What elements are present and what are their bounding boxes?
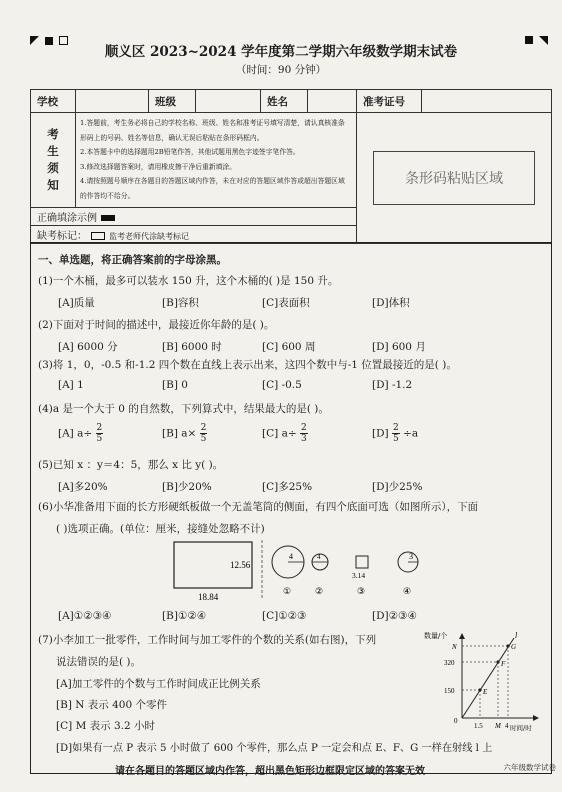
barcode-cell	[357, 113, 552, 244]
q5-option-a[interactable]: [A]多20%	[58, 481, 108, 493]
notice-line: 1.答题前，考生务必将自己的学校名称、班级、姓名和准考证号填写清楚，请认真核准条	[80, 119, 345, 127]
q2-option-d[interactable]: [D] 600 月	[372, 341, 426, 353]
point-f-label: F	[501, 660, 506, 668]
q4-option-a-letter: [A]	[58, 427, 74, 440]
notice-line: 3.修改选择题答案时，请用橡皮擦干净后重新填涂。	[80, 162, 237, 171]
missing-mark-row	[31, 225, 357, 243]
y-tick-150: 150	[444, 687, 455, 695]
filled-mark-icon	[101, 215, 115, 221]
y-tick-n: N	[452, 643, 457, 651]
class-label: 班级	[149, 90, 196, 113]
point-f	[496, 660, 499, 663]
x-tick-1-5: 1.5	[474, 722, 483, 730]
exam-time: （时间：90 分钟）	[235, 64, 327, 76]
name-label: 姓名	[261, 90, 308, 113]
missing-note: 监考老师代涂缺考标记	[109, 231, 189, 241]
q1-stem: (1)一个木桶，最多可以装水 150 升，这个木桶的( )是 150 升。	[38, 275, 339, 287]
exam-title: 顺义区 2023~2024 学年度第二学期六年级数学期末试卷	[104, 44, 458, 60]
q3-option-d[interactable]: [D] -1.2	[372, 379, 413, 391]
q1-option-c[interactable]: [C]表面积	[262, 297, 310, 309]
q2-option-a[interactable]: [A] 6000 分	[58, 341, 118, 353]
q7-option-d[interactable]: [D]如果有一点 P 表示 5 小时做了 600 个零件，那么点 P 一定会和点 E、F、G 一样在射线 l 上	[56, 743, 493, 754]
missing-label: 缺考标记：	[37, 230, 87, 242]
shape2-dim: 4	[317, 553, 321, 561]
name-field[interactable]	[308, 90, 357, 113]
q4-option-b-expr: a×	[181, 427, 197, 440]
q5-stem: (5)已知 x ：y＝4：5，那么 x 比 y( )。	[38, 459, 224, 471]
point-e-label: E	[483, 688, 488, 696]
q6-stem-line2: ( )选项正确。(单位：厘米，接缝处忽略不计)	[56, 523, 265, 535]
q4-option-d-fraction	[392, 423, 400, 444]
x-axis-label: 时间/时	[510, 724, 532, 732]
class-field[interactable]	[196, 90, 261, 113]
barcode-area	[373, 151, 535, 205]
ticket-label: 准考证号	[357, 90, 422, 113]
q4-option-c-expr: a÷	[281, 427, 297, 440]
q6-stem-line1: (6)小华准备用下面的长方形硬纸板做一个无盖笔筒的侧面，有四个底面可选（如图所示），下面	[38, 501, 479, 513]
q5-option-b[interactable]: [B]少20%	[162, 481, 212, 493]
q4-stem: (4)a 是一个大于 0 的自然数，下列算式中，结果最大的是( )。	[38, 403, 329, 415]
q4-option-d[interactable]	[372, 423, 418, 444]
q2-option-c[interactable]: [C] 600 周	[262, 341, 316, 353]
point-g	[506, 644, 509, 647]
point-e	[478, 688, 481, 691]
notice-text	[76, 113, 357, 208]
rect-width-label: 18.84	[198, 592, 219, 602]
fill-example-label: 正确填涂示例	[37, 212, 97, 224]
shape3-dim: 3.14	[352, 571, 366, 580]
footer-page-label: 六年级数学试卷	[503, 763, 556, 772]
q3-option-a[interactable]: [A] 1	[58, 379, 84, 391]
base-square-3	[356, 556, 368, 568]
footer-warning: 请在各题目的答题区域内作答，超出黑色矩形边框限定区域的答案无效	[115, 766, 425, 777]
notice-line: 2.本答题卡中的选择题用2B铅笔作答，其他试题用黑色字迹签字笔作答。	[80, 148, 300, 157]
q7-graph	[418, 624, 546, 734]
y-axis-label: 数量/个	[424, 632, 448, 640]
shape4-label: ④	[403, 587, 412, 597]
notice-label	[31, 113, 76, 208]
q4-option-a-fraction	[96, 423, 104, 444]
q6-option-b[interactable]: [B]①②④	[162, 610, 207, 622]
numerator: 2	[96, 423, 103, 433]
origin-label: 0	[454, 717, 458, 725]
q5-option-c[interactable]: [C]多25%	[262, 481, 313, 493]
q7-stem-line1: (7)小李加工一批零件，工作时间与加工零件的个数的关系(如右图)，下列	[38, 634, 377, 646]
notice-line: 4.请按照题号顺序在各题目的答题区域内作答，未在对应的答题区域作答或超出答题区域	[80, 177, 345, 186]
section-heading: 一、单选题，将正确答案前的字母涂黑。	[38, 254, 227, 266]
denominator: 5	[200, 434, 207, 444]
q1-option-a[interactable]: [A]质量	[58, 297, 95, 309]
y-tick-320: 320	[444, 659, 455, 667]
numerator: 2	[200, 423, 207, 433]
school-label: 学校	[31, 90, 76, 113]
denominator: 5	[96, 434, 103, 444]
q7-option-b[interactable]: [B] N 表示 400 个零件	[56, 699, 167, 711]
q7-option-a[interactable]: [A]加工零件的个数与工作时间成正比例关系	[56, 678, 261, 690]
q3-option-b[interactable]: [B] 0	[162, 379, 188, 391]
numerator: 2	[300, 423, 307, 433]
shape1-dim: 4	[289, 552, 293, 561]
q4-option-a-expr: a÷	[77, 427, 93, 440]
numerator: 2	[392, 423, 399, 433]
q4-option-b-letter: [B]	[162, 427, 178, 440]
fill-example-row	[31, 207, 357, 225]
barcode-label: 条形码粘贴区域	[405, 170, 503, 187]
denominator: 5	[392, 434, 399, 444]
q4-option-b-fraction	[200, 423, 208, 444]
denominator: 3	[300, 434, 307, 444]
ray-label: l	[515, 631, 518, 640]
notice-line: 的作答均不给分。	[80, 191, 135, 200]
q4-option-d-expr: ÷a	[403, 427, 419, 440]
q1-option-b[interactable]: [B]容积	[162, 297, 199, 309]
ticket-field[interactable]	[422, 90, 552, 113]
x-tick-m: M	[495, 722, 501, 730]
q4-option-c-fraction	[300, 423, 308, 444]
q6-option-a[interactable]: [A]①②③④	[58, 610, 112, 622]
q7-stem-line2: 说法错误的是( )。	[56, 656, 142, 668]
q6-option-c[interactable]: [C]①②③	[262, 610, 307, 622]
candidate-info-table	[30, 89, 552, 244]
q2-stem: (2)下面对于时间的描述中，最接近你年龄的是( )。	[38, 319, 275, 331]
shape3-label: ③	[357, 587, 366, 597]
notice-line: 形码上的号码、姓名等信息，确认无误后粘贴在条形码框内。	[80, 133, 264, 142]
shape4-dim: 3	[409, 552, 413, 561]
q4-option-d-letter: [D]	[372, 427, 389, 440]
q6-option-d[interactable]: [D]②③④	[372, 610, 417, 622]
q4-option-c[interactable]	[262, 423, 308, 444]
missing-checkbox[interactable]	[91, 232, 105, 240]
q4-option-c-letter: [C]	[262, 427, 279, 440]
x-tick-4: 4	[505, 722, 509, 730]
q7-option-c[interactable]: [C] M 表示 3.2 小时	[56, 720, 156, 732]
q2-option-b[interactable]: [B] 6000 时	[162, 341, 222, 353]
point-g-label: G	[511, 643, 517, 651]
school-field[interactable]	[76, 90, 149, 113]
q3-stem: (3)将 1，0，-0.5 和-1.2 四个数在直线上表示出来，这四个数中与-1 位置最接近的是( )。	[38, 359, 457, 371]
rect-height-label: 12.56	[230, 560, 251, 570]
shape2-label: ②	[315, 587, 324, 597]
notice-label-text: 考生须知	[47, 126, 59, 192]
q4-option-a[interactable]	[58, 423, 103, 444]
q4-option-b[interactable]	[162, 423, 207, 444]
q6-figure	[160, 538, 450, 604]
q1-option-d[interactable]: [D]体积	[372, 297, 410, 309]
shape1-label: ①	[283, 587, 292, 597]
ray-l	[462, 638, 517, 718]
q5-option-d[interactable]: [D]少25%	[372, 481, 423, 493]
q3-option-c[interactable]: [C] -0.5	[262, 379, 302, 391]
